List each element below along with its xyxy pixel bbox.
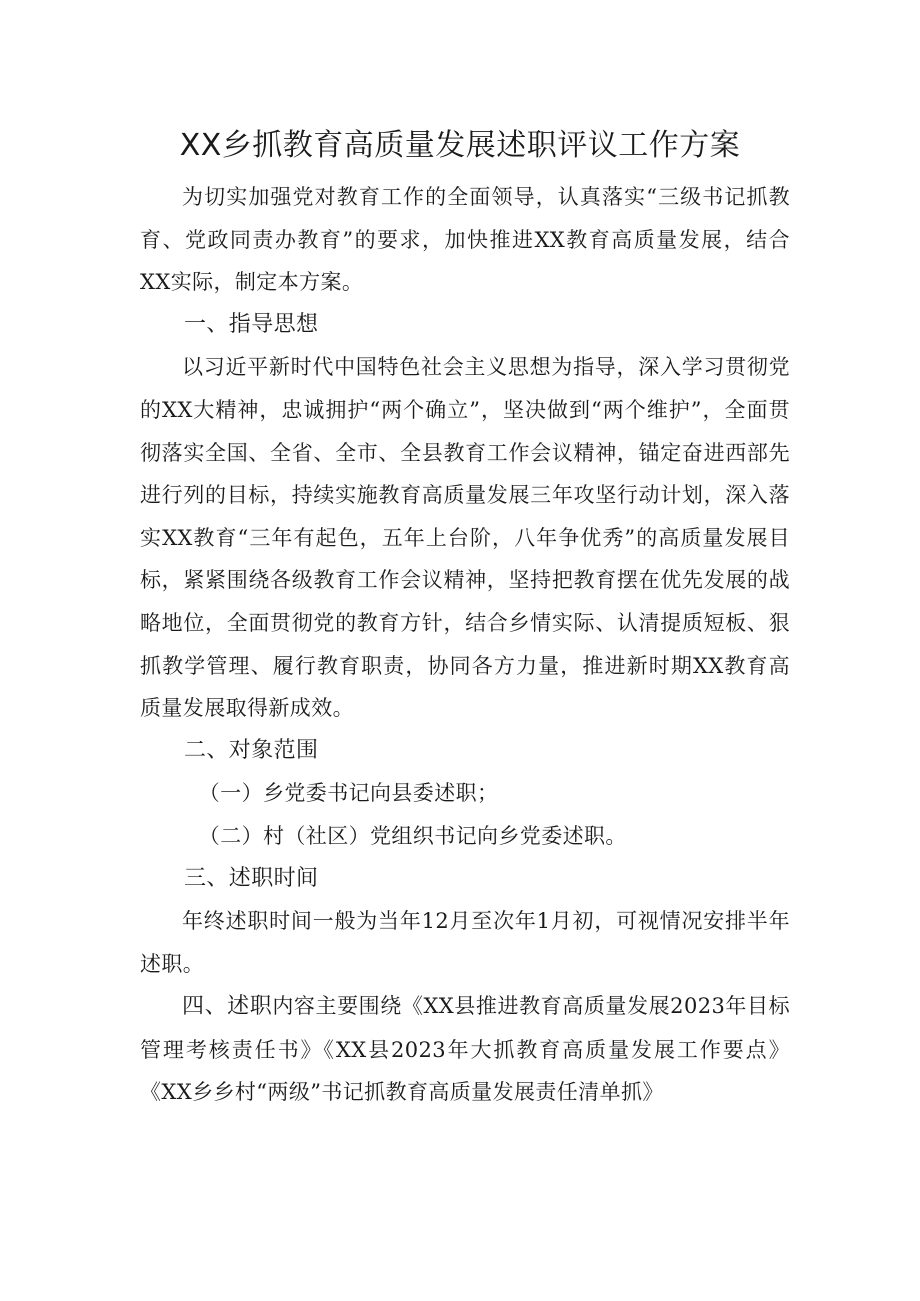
section-heading-time: 三、述职时间 (184, 865, 319, 891)
content-paragraph (140, 985, 790, 1114)
section-heading-content: 四、述职 (182, 994, 273, 1020)
time-paragraph: 年终述职时间一般为当年12月至次年1月初，可视情况安排半年述职。 (140, 909, 790, 976)
scope-item-1: （一）乡党委书记向县委述职； (198, 781, 499, 806)
content-text: 内容主要围绕《XX县推进教育高质量发展2023年目标管理考核责任书》《XX县2023年大抓教育高质量发展工作要点》《XX乡乡村“两级”书记抓教育高质量发展责任清单抓》 (140, 994, 790, 1105)
document-body (140, 176, 790, 1114)
section-heading-guiding-ideology: 一、指导思想 (184, 311, 319, 337)
section-heading-scope: 二、对象范围 (184, 737, 319, 763)
intro-paragraph: 为切实加强党对教育工作的全面领导，认真落实“三级书记抓教育、党政同责办教育”的要求，加快推进XX教育高质量发展，结合XX实际，制定本方案。 (140, 185, 790, 295)
guiding-ideology-paragraph: 以习近平新时代中国特色社会主义思想为指导，深入学习贯彻党的XX大精神，忠诚拥护“两个确立”，坚决做到“两个维护”，全面贯彻落实全国、全省、全市、全县教育工作会议精神，锚定奋进西部先进行列的目标，持续实施教育高质量发展三年攻坚行动计划，深入落实XX教育“三年有起色，五年上台阶，八年争优秀”的高质量发展目标，紧紧围绕各级教育工作会议精神，坚持把教育摆在优先发展的战略地位，全面贯彻党的教育方针，结合乡情实际、认清提质短板、狠抓教学管理、履行教育职责，协同各方力量，推进新时期XX教育高质量发展取得新成效。 (140, 355, 790, 721)
document-title: XX乡抓教育高质量发展述职评议工作方案 (179, 128, 741, 163)
scope-item-2: （二）村（社区）党组织书记向乡党委述职。 (198, 823, 627, 848)
